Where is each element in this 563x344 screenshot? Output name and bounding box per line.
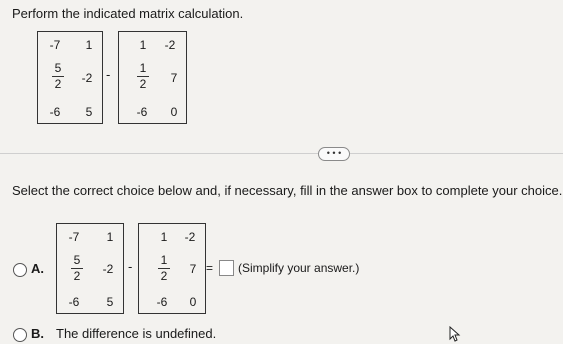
instruction-text: Select the correct choice below and, if necessary, fill in the answer box to complete your choice. [12,183,563,198]
opt-a-matrix-a-r2c1: 5 2 [70,254,84,283]
matrix-b-r3c2: 0 [170,105,178,119]
matrix-a-r2c1: 5 2 [51,62,65,91]
opt-a-matrix-b-r3c2: 0 [189,295,197,309]
opt-a-matrix-a-r1c2: 1 [106,230,114,244]
matrix-b-r3c1: -6 [136,105,148,119]
opt-a-matrix-a-r2c2: -2 [102,262,114,276]
matrix-b-r1c1: 1 [139,38,147,52]
expand-more-button[interactable]: • • • [318,147,350,161]
matrix-a-r3c2: 5 [85,105,93,119]
matrix-b [118,31,187,124]
simplify-hint: (Simplify your answer.) [238,261,360,275]
matrix-a [37,31,103,124]
option-a-matrix-a [56,223,124,314]
matrix-b-r2c2: 7 [170,71,178,85]
equals-sign: = [206,261,214,275]
option-b-text: The difference is undefined. [56,326,217,341]
subtract-operator: - [106,67,111,82]
answer-input-box[interactable] [219,260,234,276]
section-divider [0,153,563,154]
opt-a-matrix-a-r3c1: -6 [68,295,80,309]
opt-a-matrix-b-r2c2: 7 [189,262,197,276]
matrix-a-r1c1: -7 [49,38,61,52]
mouse-cursor-icon [449,326,461,342]
opt-a-matrix-b-r3c1: -6 [156,295,168,309]
matrix-b-r1c2: -2 [164,38,176,52]
opt-a-matrix-a-r3c2: 5 [106,295,114,309]
opt-a-matrix-a-r1c1: -7 [68,230,80,244]
matrix-a-r3c1: -6 [49,105,61,119]
matrix-a-r2c2: -2 [81,71,93,85]
option-a-label: A. [31,261,44,276]
matrix-b-r2c1: 1 2 [136,62,150,91]
option-a-subtract-operator: - [128,259,133,274]
matrix-a-r1c2: 1 [85,38,93,52]
opt-a-matrix-b-r1c2: -2 [184,230,196,244]
question-prompt: Perform the indicated matrix calculation. [12,6,244,21]
option-a-radio[interactable] [13,263,27,277]
opt-a-matrix-b-r1c1: 1 [160,230,168,244]
option-a-matrix-b [138,223,206,314]
option-b-label: B. [31,326,44,341]
option-b-radio[interactable] [13,328,27,342]
opt-a-matrix-b-r2c1: 1 2 [157,254,171,283]
